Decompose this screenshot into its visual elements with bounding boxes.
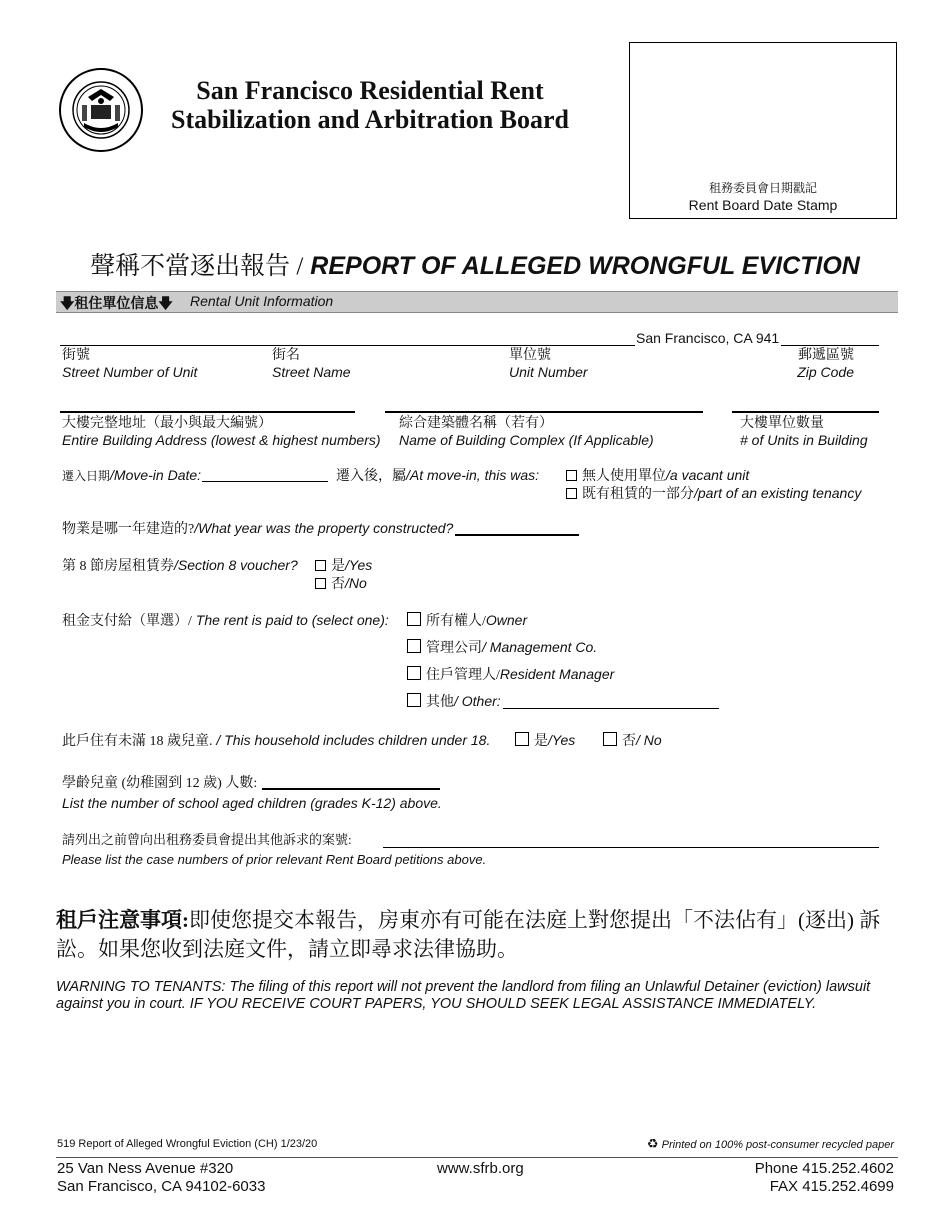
school-children-label-zh: 學齡兒童 (幼稚園到 12 歲) 人數: [62,776,258,791]
footer-divider [56,1157,898,1158]
existing-tenancy-label-zh: 既有租賃的一部分 [582,487,694,502]
rent-resident-manager-en: Resident Manager [499,666,615,682]
prior-petitions-label-en: Please list the case numbers of prior relevant Rent Board petitions above. [62,852,487,867]
children-label-en: / This household includes children under 18. [216,732,491,748]
page-title-en: REPORT OF ALLEGED WRONGFUL EVICTION [310,252,860,280]
footer-address-line2: San Francisco, CA 94102-6033 [57,1178,266,1195]
move-in-status-label-zh: 遷入後，屬 [336,469,406,484]
year-constructed-field[interactable] [455,534,579,536]
prior-petitions-label-zh: 請列出之前曾向出租務委員會提出其他訴求的案號: [62,832,352,847]
children-yes-en: /Yes [548,732,576,748]
warning-en: WARNING TO TENANTS: The filing of this report will not prevent the landlord from filing an Unlawful Detainer (eviction) lawsuit against you in court. IF YOU RECEIVE COURT PAPERS, YOU SHOULD SEEK LEGAL ASSISTANCE IMMEDIATELY. [56,979,871,1012]
children-yes-option[interactable] [515,732,575,750]
footer-phone: Phone 415.252.4602 [754,1160,894,1177]
building-address-label-zh: 大樓完整地址（最小與最大編號） [62,416,272,431]
rent-management-option[interactable] [407,639,597,657]
vacant-unit-checkbox[interactable] [566,470,577,481]
rent-management-checkbox[interactable] [407,639,421,653]
date-stamp-label-zh: 租務委員會日期戳記 [708,181,817,195]
rent-management-zh: 管理公司 [426,641,482,656]
warning-zh [56,906,898,964]
existing-tenancy-label-en: /part of an existing tenancy [694,485,862,501]
children-no-zh: 否 [622,734,636,749]
existing-tenancy-checkbox[interactable] [566,488,577,499]
children-yes-zh: 是 [534,734,548,749]
year-constructed-label-en: /What year was the property constructed? [194,520,454,536]
rent-owner-option[interactable] [407,612,527,630]
units-in-building-field[interactable] [732,411,879,413]
section8-label-zh: 第 8 節房屋租賃券 [62,559,174,574]
rent-other-field[interactable] [503,708,719,709]
rent-other-en: / Other: [454,693,501,709]
street-address-field[interactable] [60,345,635,346]
section-header-rental-unit [56,291,898,313]
form-id: 519 Report of Alleged Wrongful Eviction (CH) 1/23/20 [57,1138,318,1150]
section8-no-zh: 否 [331,577,345,592]
vacant-unit-label-en: /a vacant unit [666,467,750,483]
rent-other-zh: 其他 [426,695,454,710]
unit-number-label-en: Unit Number [509,364,588,380]
building-address-label-en: Entire Building Address (lowest & highest numbers) [62,432,381,448]
footer-fax: FAX 415.252.4699 [769,1178,894,1195]
move-in-date-field[interactable] [202,481,328,482]
section8-label-en: /Section 8 voucher? [174,557,298,573]
board-name-line1: San Francisco Residential Rent [196,76,544,105]
zip-code-field[interactable] [781,345,879,346]
section-header-en: Rental Unit Information [190,293,334,309]
move-in-date-label-en: /Move-in Date: [110,467,202,483]
rent-other-checkbox[interactable] [407,693,421,707]
street-number-label-en: Street Number of Unit [62,364,198,380]
rent-resident-manager-checkbox[interactable] [407,666,421,680]
page-title [0,246,950,282]
option-vacant-unit[interactable] [566,467,749,485]
section8-yes-zh: 是 [331,559,345,574]
school-children-label-en: List the number of school aged children (grades K-12) above. [62,795,442,811]
section8-no-en: /No [345,575,367,591]
rent-management-en: / Management Co. [482,639,598,655]
children-no-en: / No [636,732,662,748]
building-complex-label-zh: 綜合建築體名稱（若有） [399,416,553,431]
school-children-field[interactable] [262,788,440,790]
zip-code-label-en: Zip Code [797,364,854,380]
footer-address-line1: 25 Van Ness Avenue #320 [57,1160,234,1177]
section8-no-checkbox[interactable] [315,578,326,589]
section8-yes-option[interactable] [315,557,372,575]
recycled-note [647,1136,894,1152]
unit-number-label-zh: 單位號 [509,348,551,363]
building-complex-field[interactable] [385,411,703,413]
units-label-en: # of Units in Building [740,432,868,448]
page-title-zh: 聲稱不當逐出報告 / [90,253,304,280]
children-label-zh: 此戶住有未滿 18 歲兒童. [62,734,213,749]
city-seal-logo [58,67,144,153]
date-stamp-box [629,42,897,219]
move-in-date-label-zh: 遷入日期 [62,469,111,483]
children-no-option[interactable] [603,732,662,750]
vacant-unit-label-zh: 無人使用單位 [582,469,666,484]
prior-petitions-field[interactable] [383,847,879,848]
section8-yes-en: /Yes [345,557,373,573]
section-header-zh: 🡇租住單位信息🡇 [60,297,173,312]
children-no-checkbox[interactable] [603,732,617,746]
warning-zh-heading: 租戶注意事項: [56,908,189,932]
option-existing-tenancy[interactable] [566,485,861,503]
warning-zh-text: 即使您提交本報告，房東亦有可能在法庭上對您提出「不法佔有」(逐出) 訴訟。如果您收到法庭文件，請立即尋求法律協助。 [56,908,881,961]
recycle-icon: ♻ [646,1136,659,1151]
street-name-label-zh: 街名 [272,348,300,363]
rent-owner-en: Owner [485,612,528,628]
children-yes-checkbox[interactable] [515,732,529,746]
rent-other-option[interactable] [407,693,501,711]
zip-code-label-zh: 郵遞區號 [798,348,854,363]
street-number-label-zh: 街號 [62,348,90,363]
building-address-field[interactable] [60,411,355,413]
board-name-line2: Stabilization and Arbitration Board [171,105,569,134]
footer-website[interactable]: www.sfrb.org [437,1160,524,1177]
rent-paid-label-zh: 租金支付給（單選）/ [62,614,192,629]
date-stamp-label-en: Rent Board Date Stamp [688,197,838,213]
street-name-label-en: Street Name [272,364,351,380]
building-complex-label-en: Name of Building Complex (If Applicable) [399,432,654,448]
rent-paid-label-en: The rent is paid to (select one): [195,612,389,628]
rent-resident-manager-option[interactable] [407,666,614,684]
units-label-zh: 大樓單位數量 [740,416,824,431]
rent-resident-manager-zh: 住戶管理人/ [426,668,500,683]
recycled-text: Printed on 100% post-consumer recycled paper [661,1139,894,1151]
rent-owner-zh: 所有權人/ [426,614,486,629]
move-in-status-label-en: /At move-in, this was: [406,467,540,483]
city-prefix: San Francisco, CA 941 [636,330,780,346]
section8-yes-checkbox[interactable] [315,560,326,571]
year-constructed-label-zh: 物業是哪一年建造的? [62,522,195,537]
rent-owner-checkbox[interactable] [407,612,421,626]
section8-no-option[interactable] [315,575,367,593]
